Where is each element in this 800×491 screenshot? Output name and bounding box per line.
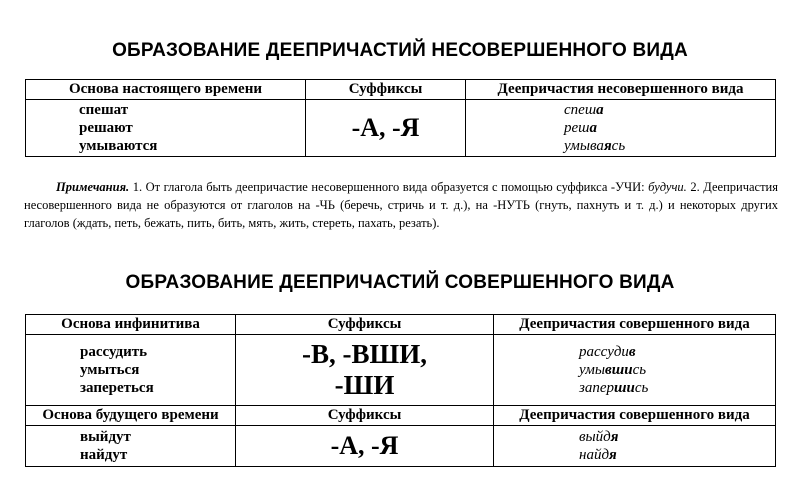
table-row (26, 100, 776, 157)
table-row (26, 426, 776, 467)
base-word: решают (79, 120, 133, 136)
notes-label: Примечания. (56, 180, 130, 194)
column-header: Суффиксы (236, 406, 494, 426)
column-header: Основа инфинитива (26, 315, 236, 335)
column-header: Деепричастия совершенного вида (494, 406, 776, 426)
base-word: найдут (80, 447, 128, 463)
example-word: будучи. (648, 180, 687, 194)
base-word: запереться (80, 380, 154, 396)
gerund-form: умываясь (564, 138, 626, 154)
base-word: умываются (79, 138, 158, 154)
column-header: Основа будущего времени (26, 406, 236, 426)
base-word: спешат (79, 102, 129, 118)
notes-paragraph: Примечания. 1. От глагола быть деепричастие несовершенного вида образуется с помощью суффикса -УЧИ: будучи. 2. Деепричастия несовершенного вида не образуются от глаголов на -ЧЬ (беречь, стричь и т. д.), на -НУТЬ (гнуть, пахнуть и т. д.) и некоторых других глаголов (ждать, петь, бежать, пить, бить, мять, жить, стереть, пахать, резать). (24, 180, 778, 230)
column-header: Деепричастия совершенного вида (494, 315, 776, 335)
imperfective-table (25, 79, 776, 157)
base-word: рассудить (80, 344, 148, 360)
section-title-perfective: ОБРАЗОВАНИЕ ДЕЕПРИЧАСТИЙ СОВЕРШЕННОГО ВИДА (125, 272, 675, 293)
table-header-row (26, 315, 776, 335)
table-row (26, 335, 776, 406)
column-header: Суффиксы (236, 315, 494, 335)
section-title-imperfective: ОБРАЗОВАНИЕ ДЕЕПРИЧАСТИЙ НЕСОВЕРШЕННОГО ВИДА (112, 40, 688, 61)
gerund-form: умывшись (579, 362, 647, 378)
column-header: Суффиксы (306, 80, 466, 100)
table-header-row (26, 406, 776, 426)
suffix-cell: -А, -Я (236, 426, 494, 467)
gerund-form: рассудив (579, 344, 636, 360)
table-header-row (26, 80, 776, 100)
suffix-cell: -В, -ВШИ, -ШИ (236, 335, 494, 406)
column-header: Основа настоящего времени (26, 80, 306, 100)
perfective-table (25, 314, 776, 467)
base-word: выйдут (80, 429, 131, 445)
gerund-form: запершись (579, 380, 649, 396)
gerund-form: найдя (579, 447, 617, 463)
base-word: умыться (80, 362, 140, 378)
gerund-form: реша (564, 120, 597, 136)
gerund-form: спеша (564, 102, 604, 118)
gerund-form: выйдя (579, 429, 619, 445)
column-header: Деепричастия несовершенного вида (466, 80, 776, 100)
suffix-cell: -А, -Я (306, 100, 466, 157)
